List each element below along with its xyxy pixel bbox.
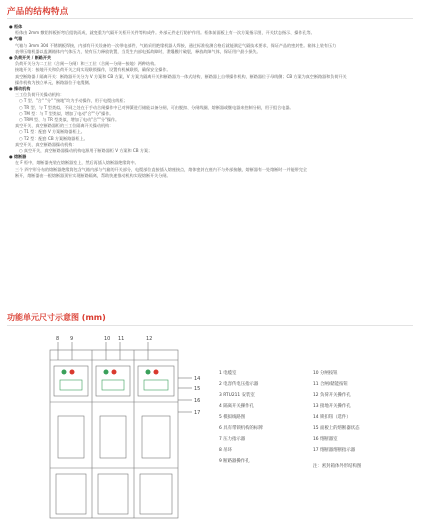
structure-description <box>9 24 413 179</box>
paragraph-line: 操作机构为独立单元，断路器位于电缆侧。 <box>15 79 93 85</box>
callout-number: 15 <box>194 386 201 392</box>
paragraph-line: ○ 真空开关，真空断路器操动机构电源用于断路器柜 V 方案和 CB 方案； <box>19 148 153 154</box>
paragraph-line: 表带压缩机器以监测箱体内气体压力，装有压力释放装置，当发生内部电弧故障时，泄爆膜片破裂，释放故障气体，保证用户最小损失。 <box>15 48 261 54</box>
paragraph-line: 真空开关、真空断路器操动机构： <box>15 141 77 147</box>
legend-item: 6 具有带锁机构的标牌 <box>219 426 263 431</box>
legend-item: 13 接地开关操作孔 <box>313 404 351 409</box>
legend-note: 注：密封箱体外形结构图 <box>313 464 362 469</box>
legend-item: 1 电缆室 <box>219 371 237 376</box>
section-title-dimension: 功能单元尺寸示意图 (mm) <box>7 313 106 322</box>
legend-item: 16 熔断器室 <box>313 437 338 442</box>
red-indicator <box>112 370 117 375</box>
paragraph-line: 在 F 柜中，熔断器充装在熔断器室上，然后再插入熔断器绝缘筒中。 <box>15 160 139 166</box>
paragraph-line: 柜体由 2mm 敷铝锌板折弯后组装而成，就变重为气隔开关柜开关件等构成件。外部元件走行防护作用。柜体前面板上有一次方案指示图，开关状态指示、操作孔等。 <box>15 30 315 36</box>
paragraph-line: ○ TM 型：与 T 型类似，增加了电动"合""分"操作。 <box>19 110 114 116</box>
callout-number: 8 <box>56 336 60 342</box>
green-indicator <box>146 370 151 375</box>
legend-item: 10 分闸按钮 <box>313 371 338 376</box>
title-divider <box>7 18 413 19</box>
legend-item: 5 模拟线路图 <box>219 415 246 420</box>
paragraph-line: ○ T2 型：配套 CB 方案断路器柜上。 <box>19 135 88 141</box>
paragraph-line: ○ T 型、"合" "分" "接地"均为手动操作，用于电缆出线柜； <box>19 98 128 104</box>
callout-number: 10 <box>104 336 111 342</box>
paragraph-line: 真空开关、真空断路器柜的三工位隔离开关操动机构： <box>15 123 114 129</box>
legend-item: 3 RTU211 安装室 <box>219 393 255 398</box>
callout-number: 12 <box>146 336 153 342</box>
paragraph-line: 断开，熔断器由一根熔断器顶针实现断路隔离，帮助快速推动机构实现熔断开关分闸。 <box>15 172 171 178</box>
green-indicator <box>104 370 109 375</box>
green-indicator <box>62 370 67 375</box>
paragraph-line: 负荷开关分为二工位（合闸～分闸）和三工位（合闸～分闸～接地）两种结构。 <box>15 61 159 67</box>
paragraph-line: ○ TR 型、与 T 型类似，不同之处在于手动合闸操作中已对弹簧进行储能以备分闸，可由脱扣、分闸线圈、熔断器或继电器来控制分闸，用于组合电器。 <box>19 104 294 110</box>
callout-number: 9 <box>70 336 74 342</box>
legend-item: 17 熔断器熔断指示器 <box>313 448 356 453</box>
paragraph-line: 气箱与 3mm 304 不锈钢板焊接，内部有开关设备的一次带电部件，气箱采用绝缘机器人焊接，通过标准检测合格后就能满足气隔技术要求，保证产品的密封性。箱体上装有压力 <box>15 42 337 48</box>
callout-number: 11 <box>118 336 125 342</box>
legend-item: 2 电容传电压指示器 <box>219 382 259 387</box>
switchgear-diagram <box>20 332 220 522</box>
legend-item: 11 合闸/储能按钮 <box>313 382 348 387</box>
subsection-heading: ● 气箱 <box>9 36 23 42</box>
legend-item: 15 面板上的熔断器状态 <box>313 426 360 431</box>
paragraph-line: ○ T1 型：配套 V 方案断路器柜上。 <box>19 129 85 135</box>
subsection-heading: ● 操动机构 <box>9 86 31 92</box>
paragraph-line: 三工位负荷开关操动机构： <box>15 92 65 98</box>
paragraph-line: 接地开关：接地开关和负荷开关之间实现联锁操作，设置有机械联锁，确保安全操作。 <box>15 67 171 73</box>
legend-item: 14 锁扣钮（选件） <box>313 415 351 420</box>
paragraph-line: 真空断路器 / 隔离开关：断路器开关分为 V 方案和 CB 方案，V 方案为隔离开关和断路器为一体式结构，断路器上自带操作机构，断路器位于母线侧；CB 方案为真空断路器和负荷开关 <box>15 73 347 79</box>
subsection-heading: ● 熔断器 <box>9 154 27 160</box>
legend-item: 4 隔离开关操作孔 <box>219 404 254 409</box>
callout-number: 17 <box>194 410 201 416</box>
cabinet-outline <box>50 350 178 518</box>
callout-number: 14 <box>194 376 201 382</box>
callout-number: 16 <box>194 398 201 404</box>
switchgear-drawing <box>20 332 220 522</box>
legend-item: 12 负荷开关操作孔 <box>313 393 351 398</box>
paragraph-line: ○ TRM 型、与 TR 型类似，增加了电动"合""分"操作。 <box>19 117 120 123</box>
section-title-structure: 产品的结构特点 <box>7 7 69 17</box>
subsection-heading: ● 柜体 <box>9 24 23 29</box>
section-divider <box>7 325 413 326</box>
paragraph-line: 三个 四字形分布的熔断器绝缘筒包含气箱内部与气箱的开关部分，电缆部位直接插入熔座接点，熔体密封在座内不与外部接触，熔断器有一处熔断时一并能带完全 <box>15 166 307 172</box>
subsection-heading: ● 负荷开关 / 断路开关 <box>9 55 52 61</box>
red-indicator <box>70 370 75 375</box>
legend-item: 9 断路器操作孔 <box>219 459 250 464</box>
red-indicator <box>154 370 159 375</box>
legend-item: 8 吊环 <box>219 448 232 453</box>
legend-item: 7 压力指示器 <box>219 437 246 442</box>
